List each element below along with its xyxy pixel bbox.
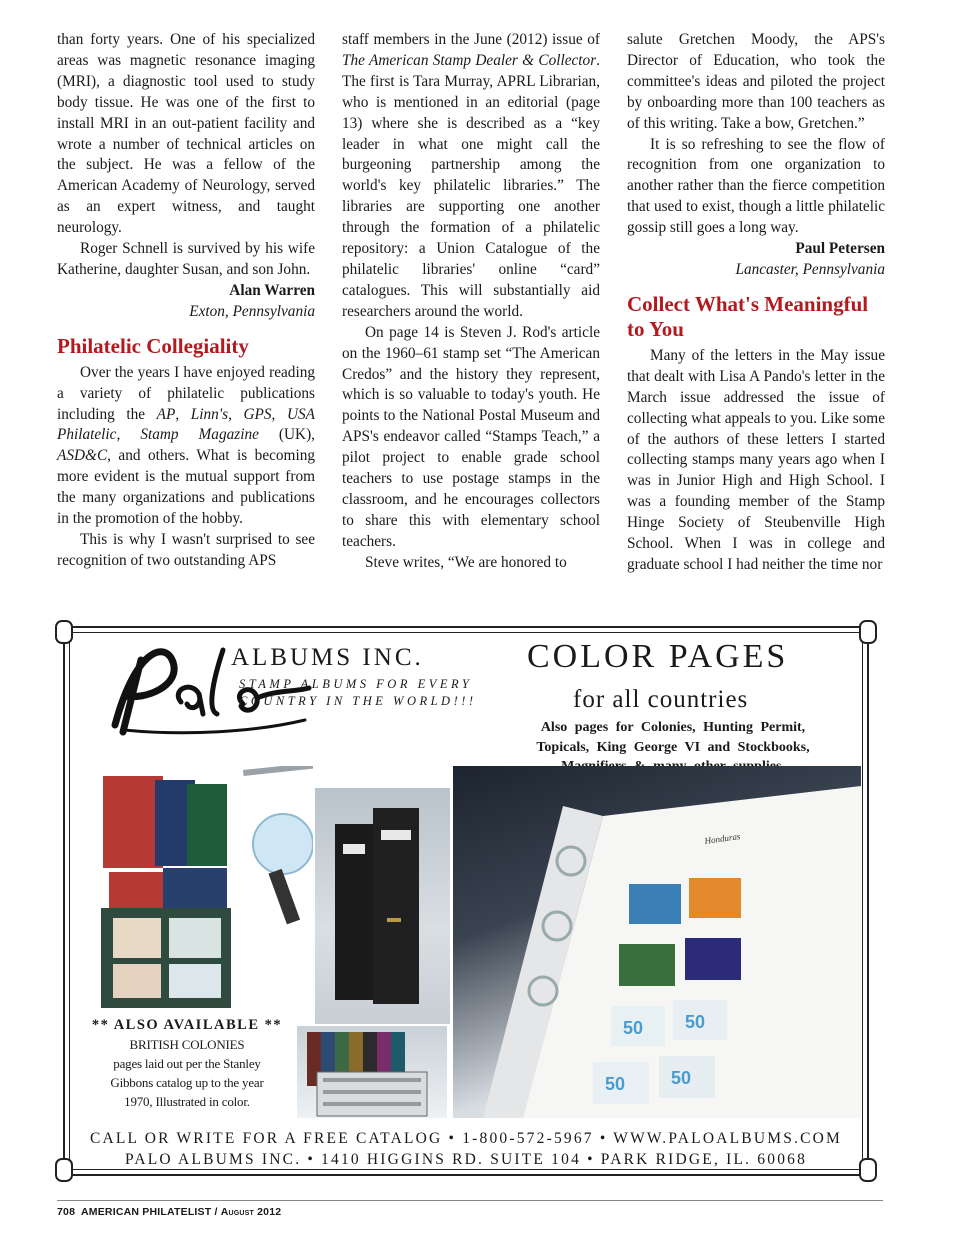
page-footer: 708 AMERICAN PHILATELIST / August 2012 (57, 1206, 282, 1218)
footer-rule (57, 1200, 883, 1201)
paragraph: Over the years I have enjoyed reading a variety of philatelic publications including the AP, Linn's, GPS, USA Philatelic, Stamp Magazine (UK), ASD&C, and others. What is becoming more evident is the mutual support from the many organizations and publications in the promotion of the hobby. (57, 363, 315, 528)
letter-signature-location: Exton, Pennsylvania (189, 302, 315, 320)
ad-product-list: Also pages for Colonies, Hunting Permit, Topicals, King George VI and Stockbooks, (536, 720, 810, 755)
letter-signature-name: Paul Petersen (795, 240, 885, 258)
svg-text:50: 50 (671, 1068, 692, 1088)
paragraph: On page 14 is Steven J. Rod's article on the 1960–61 stamp set “The American Credos” and the history they represent, which is so valuable to today's youth. He points to the National Postal Museum and APS's endeavor called “Stamps Teach,” a pilot project to enable grade school teachers to use postage stamps in the classroom, and he encourages collectors to share this with elementary school teachers. (342, 323, 600, 550)
section-heading: Philatelic Collegiality (57, 333, 249, 358)
corner-ornament (859, 620, 877, 644)
ad-headline: COLOR PAGES (527, 638, 789, 675)
album-page-photo (453, 766, 861, 1118)
column-3 (627, 30, 885, 576)
ad-also-available: ** ALSO AVAILABLE ** BRITISH COLONIES pages laid out per the Stanley Gibbons catalog up to the year 1970, Illustrated in color. (91, 1017, 283, 1109)
paragraph: Steve writes, “We are honored to (365, 553, 567, 571)
corner-ornament (859, 1158, 877, 1182)
binders-photo (315, 788, 450, 1024)
letter-signature-name: Alan Warren (229, 281, 315, 299)
svg-text:50: 50 (605, 1074, 626, 1094)
corner-ornament (55, 620, 73, 644)
stockbooks-photo (297, 1026, 447, 1118)
ad-contact-info: CALL OR WRITE FOR A FREE CATALOG • 1-800-572-5967 • WWW.PALOALBUMS.COM PALO ALBUMS INC. • 1410 HIGGINS RD. SUITE 104 • PARK RIDGE, IL. 60068 (89, 1130, 843, 1168)
paragraph: This is why I wasn't surprised to see recognition of two outstanding APS (57, 530, 315, 569)
corner-ornament (55, 1158, 73, 1182)
paragraph: Many of the letters in the May issue that dealt with Lisa A Pando's letter in the March issue addressed the issue of collecting what appeals to you. Like some of the authors of these letters I started collecting stamps many years ago when I was in Junior High and High School. I was a founding member of the Stamp Hinge Society of Steubenville High School. When I was in college and graduate school I had neither the time nor (627, 346, 885, 573)
ad-company-name: ALBUMS INC. (231, 644, 424, 671)
column-1 (57, 30, 315, 572)
letter-signature-location: Lancaster, Pennsylvania (735, 260, 885, 278)
section-heading: Collect What's Meaningful to You (627, 291, 869, 341)
paragraph: than forty years. One of his specialized areas was magnetic resonance imaging (MRI), a diagnostic tool used to study body tissue. He was one of the first to install MRI in an out-patient facility and wrote a number of technical articles on the subject. He was a fellow of the American Academy of Neurology, served as an expert witness, and taught neurology. (57, 31, 315, 237)
paragraph: staff members in the June (2012) issue of The American Stamp Dealer & Collector. The first is Tara Murray, APRL Librarian, who is mentioned in an editorial (page 13) where she is described as a “key leader in what one might call the burgeoning partnership among the world's key philatelic libraries.” The libraries are supporting one another through the formation of a philatelic repository: a Union Catalogue of the philatelic libraries' online “card” catalogues. This will substantially aid researchers around the world. (342, 31, 600, 320)
paragraph: Roger Schnell is survived by his wife Katherine, daughter Susan, and son John. (57, 240, 315, 278)
ad-subheadline: for all countries (573, 686, 749, 713)
svg-text:50: 50 (685, 1012, 706, 1032)
palo-albums-advertisement (53, 618, 879, 1184)
magazine-name: AMERICAN PHILATELIST (80, 1206, 212, 1218)
stamp-boxes-photo (93, 766, 313, 1018)
page-number: 708 (57, 1206, 76, 1218)
column-2 (342, 30, 600, 574)
issue-date: August 2012 (220, 1206, 282, 1218)
paragraph: It is so refreshing to see the flow of recognition from one organization to another rather than the fierce competition that used to exist, though a little philatelic gossip still goes a long way. (627, 135, 885, 237)
ad-tagline: STAMP ALBUMS FOR EVERY COUNTRY IN THE WORLD!!! (239, 677, 477, 708)
svg-text:Honduras: Honduras (703, 831, 741, 846)
paragraph: salute Gretchen Moody, the APS's Director of Education, who took the committee's ideas and piloted the project by onboarding more than 100 teachers as of this writing. Take a bow, Gretchen.” (627, 31, 885, 132)
svg-text:50: 50 (623, 1018, 644, 1038)
